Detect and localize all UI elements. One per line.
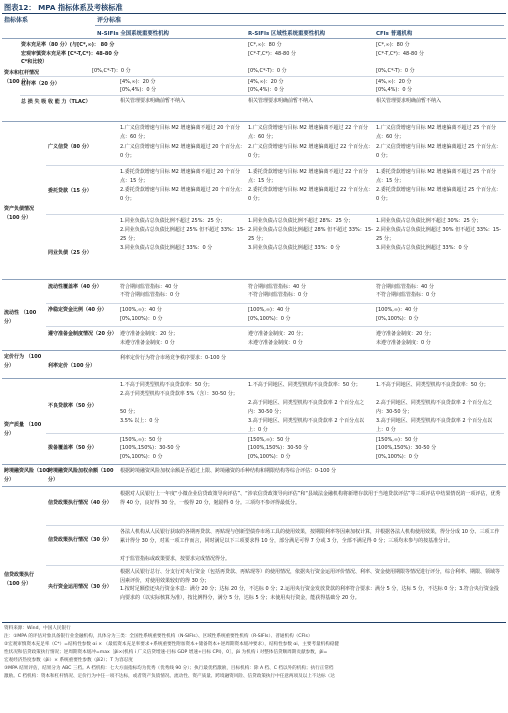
prov-b3: [0%,100%)：0 分 — [248, 454, 291, 460]
lev-b2: [0%,4%)：0 分 — [248, 87, 285, 93]
car-c3: [0%,C*-T)：0 分 — [376, 68, 415, 74]
impl-text2: 1.按时足额偿还央行资金本息：满分 20 分；达标 20 分，不达标 0 分；2.运用央行资金发放贷款的利率符合要求：满分 5 分，达标 5 分，不达标 0 分；3.符合央行资金投向要求的（以实际核算为准），按比例得分，满分 5 分，达标 5 分；未使用央行资金，能获得基础分 20 分。 — [120, 586, 499, 601]
lev-a2: [0%,4%)：0 分 — [120, 87, 157, 93]
entrust-a1: 1.委托贷款增速与目标 M2 增速偏离不超过 20 个百分点：15 分； — [120, 169, 240, 184]
category-capital: 资本和杠杆情况（100 分） — [4, 70, 40, 85]
credit-c1: 1.广义信贷增速与目标 M2 增速偏离不超过 25 个百分点：60 分； — [376, 125, 496, 140]
reserve-label: 遵守准备金制度情况（20 分） — [48, 331, 117, 337]
note-1: 注：①MPA 的评估对象具备银行业金融机构，具体分为三类：全国性系统重要性机构（N-SIFIs）、区域性系统重要性机构（R-SIFIs）、普通机构（CFIs） — [4, 634, 313, 639]
npl-b1: 1.不高于同地区、同类型机构不良贷款率：50 分； — [248, 382, 361, 388]
interbank-a3: 3.同业负债占总负债比例超过 33%：0 分 — [120, 245, 213, 251]
entrust-c1: 1.委托贷款增速与目标 M2 增速偏离不超过 25 个百分点：15 分； — [376, 169, 496, 184]
note-2: ②宏观审慎资本充足率（C*）=结构性参数 αi × （最低资本充足率要求+系统重要性附加资本+储备资本+逆周期资本缓冲要求），结构性参数 αi，主要考量机构稳健 — [4, 642, 340, 647]
npl-a2: 2.高于同类型机构不良贷款率 5%（含）：30-50 分； — [120, 391, 238, 397]
credit-b2: 2.广义信贷增速与目标 M2 增速偏离超过 22 个百分点：0 分； — [248, 144, 373, 159]
tlac-c: 相关管理要求明确前暂不纳入 — [376, 98, 442, 104]
nsfr-label: 净稳定资金比例（40 分） — [48, 307, 107, 313]
prov-a2: [100%,150%)：30-50 分 — [120, 445, 181, 451]
header-bottom-rule — [2, 38, 506, 39]
nsfr-b2: [0%,100%)：0 分 — [248, 316, 291, 322]
impl-label: 央行资金运用情况（30 分） — [48, 584, 112, 590]
reserve-b1: 遵守准备金制度：20 分； — [248, 331, 306, 337]
interbank-b2: 2.同业负债占总负债比例超过 28% 但不超过 33%：15-25 分； — [248, 227, 373, 242]
header-rsifi: R-SIFIs 区域性系统重要性机构 — [248, 31, 325, 37]
nsfr-c1: [100%,∞)：40 分 — [376, 307, 418, 313]
source-text: 资料来源：Wind，中国人民银行 — [4, 626, 71, 631]
category-policy: 信贷政策执行（100 分） — [4, 572, 35, 587]
note-4: 宏观经济热度参数（βi）× 系统重要性参数（βi2）；T 为容忍度 — [4, 658, 133, 663]
car-sub3: [0%,C*-T)：0 分 — [92, 68, 131, 74]
car-sub2: C*和比较） — [21, 59, 48, 65]
credit-c2: 2.广义信贷增速与目标 M2 增速偏离超过 25 个百分点：0 分； — [376, 144, 501, 159]
note-6: 激励。C 档机构：资本和杠杆情况、定价行为中任一项不达标，或者资产负债情况、流动性、资产质量、跨境融资风险、信贷政策执行中任意两项及以上不达标（达 — [4, 674, 335, 679]
divider — [46, 214, 504, 215]
crossborder-label: 跨境融资风险加权余额（100 分） — [48, 468, 114, 483]
npl-label: 不良贷款率（50 分） — [48, 403, 97, 409]
divider — [46, 433, 504, 434]
entrust-label: 委托贷款（15 分） — [48, 188, 92, 194]
lev-label: 杠杆率（20 分） — [21, 81, 60, 87]
lcr-b2: 不符合期间监管指标：0 分 — [248, 292, 308, 298]
section-rule — [2, 121, 506, 122]
guide-label: 信贷政策执行情况（40 分） — [48, 500, 112, 506]
reserve-a1: 遵守准备金制度：20 分； — [120, 331, 178, 337]
divider — [46, 525, 504, 526]
car-b3: [0%,C*-T)：0 分 — [248, 68, 287, 74]
lev-c: [4%,∞)：20 分 — [376, 79, 412, 85]
prov-c3: [0%,100%)：0 分 — [376, 454, 419, 460]
prov-a1: [150%,∞)：50 分 — [120, 437, 162, 443]
divider — [20, 76, 504, 77]
divider — [46, 565, 504, 566]
interbank-c2: 2.同业负债占总负债比例超过 30% 但不超过 33%：15-25 分； — [376, 227, 501, 242]
reserve-c2: 未遵守准备金制度：0 分 — [376, 340, 431, 346]
interbank-label: 同业负债（25 分） — [48, 250, 92, 256]
prov-a3: [0%,100%)：0 分 — [120, 454, 163, 460]
top-rule — [2, 13, 506, 14]
lcr-c2: 不符合期间监管指标：0 分 — [376, 292, 436, 298]
rate-label: 利率定价（100 分） — [48, 363, 96, 369]
interbank-c1: 1.同业负债占总负债比例不超过 30%：25 分； — [376, 218, 482, 224]
car-label: 资本充足率（80 分）(与[C*,∞)： 80 分 — [21, 42, 115, 48]
interbank-b1: 1.同业负债占总负债比例不超过 28%：25 分； — [248, 218, 354, 224]
category-pricing: 定价行为 （100 分） — [4, 354, 42, 369]
section-rule — [2, 279, 506, 280]
interbank-c3: 3.同业负债占总负债比例超过 33%：0 分 — [376, 245, 469, 251]
tlac-label: 总 损 失 吸 收 能 力（TLAC） — [21, 99, 91, 105]
reserve-b2: 未遵守准备金制度：0 分 — [248, 340, 303, 346]
nsfr-a1: [100%,∞)：40 分 — [120, 307, 162, 313]
interbank-b3: 3.同业负债占总负债比例超过 33%：0 分 — [248, 245, 341, 251]
category-crossborder: 跨境融资风险（100 分） — [4, 468, 50, 483]
relend-text2: 对于监管指标或政策要求，按要求完成情况得分。 — [120, 556, 231, 562]
crossborder-text: 根据跨境融资风险加权余额是否超过上限、跨境融资的币种结构和期限结构等综合评估：0-100 分 — [120, 468, 337, 474]
prov-c2: [100%,150%)：30-50 分 — [376, 445, 437, 451]
tlac-a: 相关管理要求明确前暂不纳入 — [120, 98, 186, 104]
npl-c3: 3.高于同地区、同类型机构不良贷款率 2 个百分点以上：0 分 — [376, 418, 493, 433]
lev-a: [4%,∞)：20 分 — [120, 79, 156, 85]
nsfr-c2: [0%,100%)：0 分 — [376, 316, 419, 322]
credit-label: 广义信贷（80 分） — [48, 144, 92, 150]
prov-c1: [150%,∞)：50 分 — [376, 437, 418, 443]
prov-b2: [100%,150%)：30-50 分 — [248, 445, 309, 451]
impl-text1: 根据人民银行总行、分支行对央行资金（包括再贷款、再贴现等）的使用情况，依据央行资金运用评价情况、利率、资金使用期限等情况进行评分，综合利率、期限、领域等因素评价，对使用效果较好的得 30 分； — [120, 569, 501, 584]
section-rule — [2, 378, 506, 379]
car-b2: [C*-T,C*)：48-80 分 — [248, 51, 296, 57]
header-index: 指标体系 — [4, 17, 29, 24]
npl-c2: 2.高于同地区、同类型机构不良贷款率 2 个百分点之内：30-50 分； — [376, 400, 493, 415]
lcr-a2: 不符合期间监管指标：0 分 — [120, 292, 180, 298]
divider — [20, 95, 504, 96]
header-criteria: 评分标准 — [97, 17, 122, 24]
tlac-b: 相关管理要求明确前暂不纳入 — [248, 98, 314, 104]
entrust-b2: 2.委托贷款增速与目标 M2 增速偏离超过 22 个百分点：0 分； — [248, 187, 373, 202]
section-rule — [2, 486, 506, 487]
lcr-label: 流动性覆盖率（40 分） — [48, 284, 102, 290]
entrust-c2: 2.委托贷款增速与目标 M2 增速偏离超过 25 个百分点：0 分； — [376, 187, 501, 202]
nsfr-a2: [0%,100%)：0 分 — [120, 316, 163, 322]
entrust-a2: 2.委托贷款增速与目标 M2 增速偏离超过 20 个百分点：0 分； — [120, 187, 245, 202]
divider — [46, 303, 504, 304]
bottom-rule — [2, 622, 506, 623]
entrust-b1: 1.委托贷款增速与目标 M2 增速偏离不超过 22 个百分点：15 分； — [248, 169, 368, 184]
car-sub: 宏观审慎资本充足率 [C*-T,C*)：48-80 分 — [21, 51, 119, 57]
prov-label: 拨备覆盖率（50 分） — [48, 445, 97, 451]
lev-b: [4%,∞)：20 分 — [248, 79, 284, 85]
credit-b1: 1.广义信贷增速与目标 M2 增速偏离不超过 22 个百分点：60 分； — [248, 125, 368, 140]
figure-title: 图表12： MPA 指标体系及考核标准 — [4, 3, 123, 12]
note-5: ③MPA 结果评估，结果分为 ABC 三档。A 档机构：七大方面指标均为优秀（优秀线 90 分）；执行最优档激励，目标机构：除 A 档、C 档以外的机构；执行正常档 — [4, 666, 334, 671]
category-asset-quality: 资产质量 （100 分） — [4, 422, 42, 437]
npl-a3: 50 分； — [120, 409, 138, 415]
lcr-c1: 符合期间监管指标：40 分 — [376, 284, 434, 290]
header-cfi: CFIs 普通机构 — [376, 31, 413, 37]
credit-a1: 1.广义信贷增速与目标 M2 增速偏离不超过 20 个百分点：60 分； — [120, 125, 240, 140]
category-asset: 资产负债情况 （100 分） — [4, 206, 35, 221]
reserve-a2: 未遵守准备金制度：0 分 — [120, 340, 175, 346]
npl-a1: 1.不高于同类型机构不良贷款率：50 分； — [120, 382, 213, 388]
reserve-c1: 遵守准备金制度：20 分； — [376, 331, 434, 337]
lev-c2: [0%,4%)：0 分 — [376, 87, 413, 93]
category-liquidity: 流动性 （100 分） — [4, 310, 37, 325]
divider — [46, 326, 504, 327]
note-3: 性状况和信贷政策执行情况；逆周期资本缓冲=max［βi×(机构 i 广义信贷增速-目标 GDP 增速+目标 CPI)，0］，βi 为机构 i 对整体信贷顺周期贡献参数，βi= — [4, 650, 328, 655]
interbank-a2: 2.同业负债占总负债比例超过 25% 但不超过 33%：15-25 分； — [120, 227, 245, 242]
header-divider — [95, 25, 504, 26]
car-c2: [C*-T,C*)：48-80 分 — [376, 51, 424, 57]
rate-text: 利率定价行为符合市场竞争秩序要求：0-100 分 — [120, 355, 227, 361]
section-rule — [2, 350, 506, 351]
section-rule — [2, 464, 506, 465]
relend-text: 各法人机构从人民银行获取的各期再贷款、再贴现与创新型债券市场工具的使用效果，按期限利率等因素加权计算，并根据各法人机构使用效果，得分分成 10 分、三项工作累计得分 30 分，对某一项工作而言，同时满足以下三项要求得 10 分，部分满足可得 7 分或 3 分，全部不满足得 0 分；三项均未参与的按基准分计。 — [120, 529, 500, 544]
relend-label: 信贷政策执行情况（30 分） — [48, 537, 112, 543]
guide-text: 根据对人民银行上一年度“小微企业信贷政策导向评估”、“涉农信贷政策导向评估”和“县域法金融机构将新增存款用于当地贷款评估”等三项评估中结果情况的一项评估，优秀得 40 分，良好得 30 分，一般得 20 分，勉励得 0 分。三项均不参评得最低分。 — [120, 491, 501, 506]
car-c: [C*,∞)：80 分 — [376, 42, 410, 48]
interbank-a1: 1.同业负债占总负债比例不超过 25%：25 分； — [120, 218, 226, 224]
npl-b3: 3.高于同地区、同类型机构不良贷款率 2 个百分点以上：0 分 — [248, 418, 365, 433]
lcr-a1: 符合期间监管指标：40 分 — [120, 284, 178, 290]
prov-b1: [150%,∞)：50 分 — [248, 437, 290, 443]
credit-a2: 2.广义信贷增速与目标 M2 增速偏离超过 20 个百分点：0 分； — [120, 144, 245, 159]
car-b: [C*,∞)：80 分 — [248, 42, 282, 48]
header-nsifi: N-SIFIs 全国系统重要性机构 — [97, 31, 169, 37]
npl-c1: 1.不高于同地区、同类型机构不良贷款率：50 分； — [376, 382, 489, 388]
npl-b2: 2.高于同地区、同类型机构不良贷款率 2 个百分点之内：30-50 分； — [248, 400, 365, 415]
nsfr-b1: [100%,∞)：40 分 — [248, 307, 290, 313]
divider — [46, 165, 504, 166]
lcr-b1: 符合期间监管指标：40 分 — [248, 284, 306, 290]
npl-a4: 3.5% 以上：0 分 — [120, 418, 160, 424]
